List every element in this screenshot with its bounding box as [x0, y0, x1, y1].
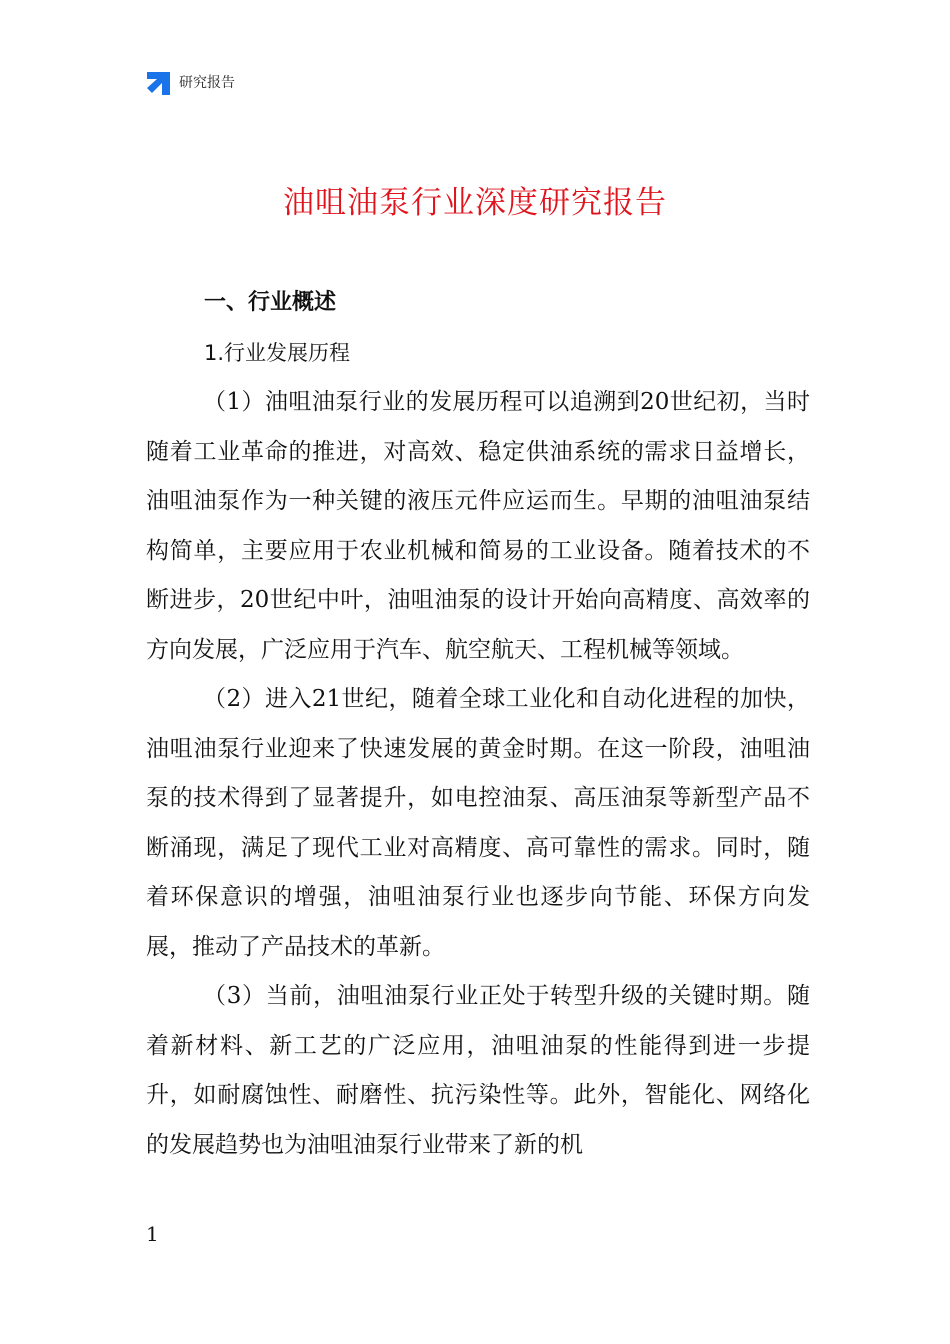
paragraph-3: （3）当前，油咀油泵行业正处于转型升级的关键时期。随着新材料、新工艺的广泛应用，油咀油泵的性能得到进一步提升，如耐腐蚀性、耐磨性、抗污染性等。此外，智能化、网络化的发展趋势也为油咀油泵行业带来了新的机 [146, 983, 810, 1158]
document-title: 油咀油泵行业深度研究报告 [283, 185, 667, 221]
sub-heading: 1.行业发展历程 [204, 341, 351, 365]
header-label: 研究报告 [179, 75, 235, 91]
paragraph-1: （1）油咀油泵行业的发展历程可以追溯到20世纪初，当时随着工业革命的推进，对高效、稳定供油系统的需求日益增长，油咀油泵作为一种关键的液压元件应运而生。早期的油咀油泵结构简单，主要应用于农业机械和简易的工业设备。随着技术的不断进步，20世纪中叶，油咀油泵的设计开始向高精度、高效率的方向发展，广泛应用于汽车、航空航天、工程机械等领域。 [146, 389, 810, 663]
document-body [146, 378, 810, 1170]
arrow-up-right-logo-icon [146, 71, 171, 96]
section-heading: 一、行业概述 [204, 290, 337, 315]
page-header [146, 68, 235, 98]
page-number: 1 [146, 1222, 159, 1246]
paragraph-2: （2）进入21世纪，随着全球工业化和自动化进程的加快，油咀油泵行业迎来了快速发展的黄金时期。在这一阶段，油咀油泵的技术得到了显著提升，如电控油泵、高压油泵等新型产品不断涌现，满足了现代工业对高精度、高可靠性的需求。同时，随着环保意识的增强，油咀油泵行业也逐步向节能、环保方向发展，推动了产品技术的革新。 [146, 686, 810, 960]
